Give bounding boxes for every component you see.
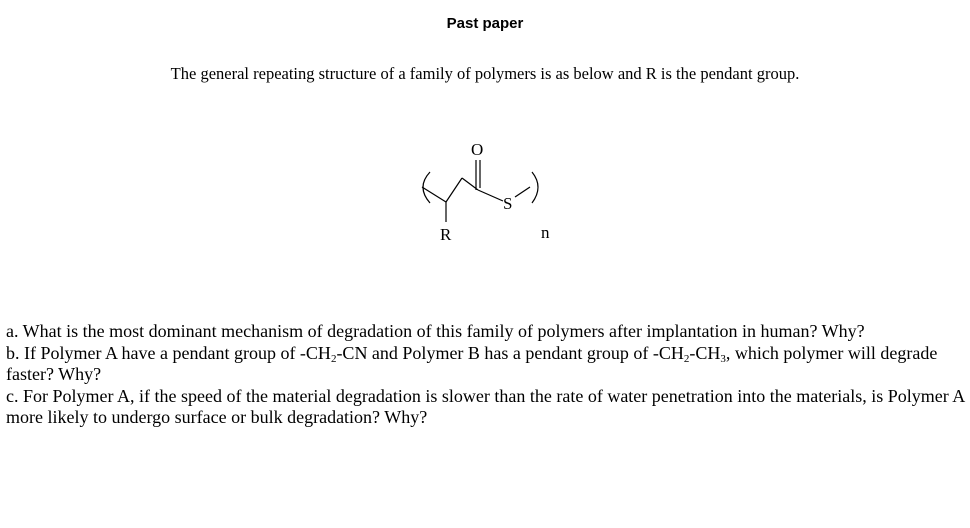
pendant-group-label: R bbox=[440, 225, 452, 244]
question-b: b. If Polymer A have a pendant group of $-CH_2-CN$ and Polymer B has a pendant group of $-CH_2-CH_3$, which polymer will degrade faster? Why? bbox=[6, 342, 938, 384]
bond-4 bbox=[478, 190, 503, 201]
left-bracket bbox=[423, 172, 430, 203]
question-a: a. What is the most dominant mechanism of degradation of this family of polymers after implantation in human? Why? bbox=[6, 321, 865, 341]
sulfur-label: S bbox=[503, 194, 513, 213]
intro-paragraph: The general repeating structure of a family of polymers is as below and R is the pendant group. bbox=[170, 64, 800, 83]
page-title: Past paper bbox=[446, 15, 524, 32]
bond-2 bbox=[446, 178, 462, 202]
question-list bbox=[6, 321, 966, 429]
bond-5 bbox=[515, 187, 530, 197]
repeat-unit-label: n bbox=[541, 223, 550, 242]
bond-1 bbox=[422, 187, 446, 202]
polymer-structure-diagram bbox=[400, 128, 580, 248]
question-c: c. For Polymer A, if the speed of the material degradation is slower than the rate of water penetration into the materials, is Polymer A more likely to undergo surface or bulk degradation? Why? bbox=[6, 385, 965, 427]
oxygen-label: O bbox=[471, 140, 484, 159]
right-bracket bbox=[532, 172, 538, 203]
